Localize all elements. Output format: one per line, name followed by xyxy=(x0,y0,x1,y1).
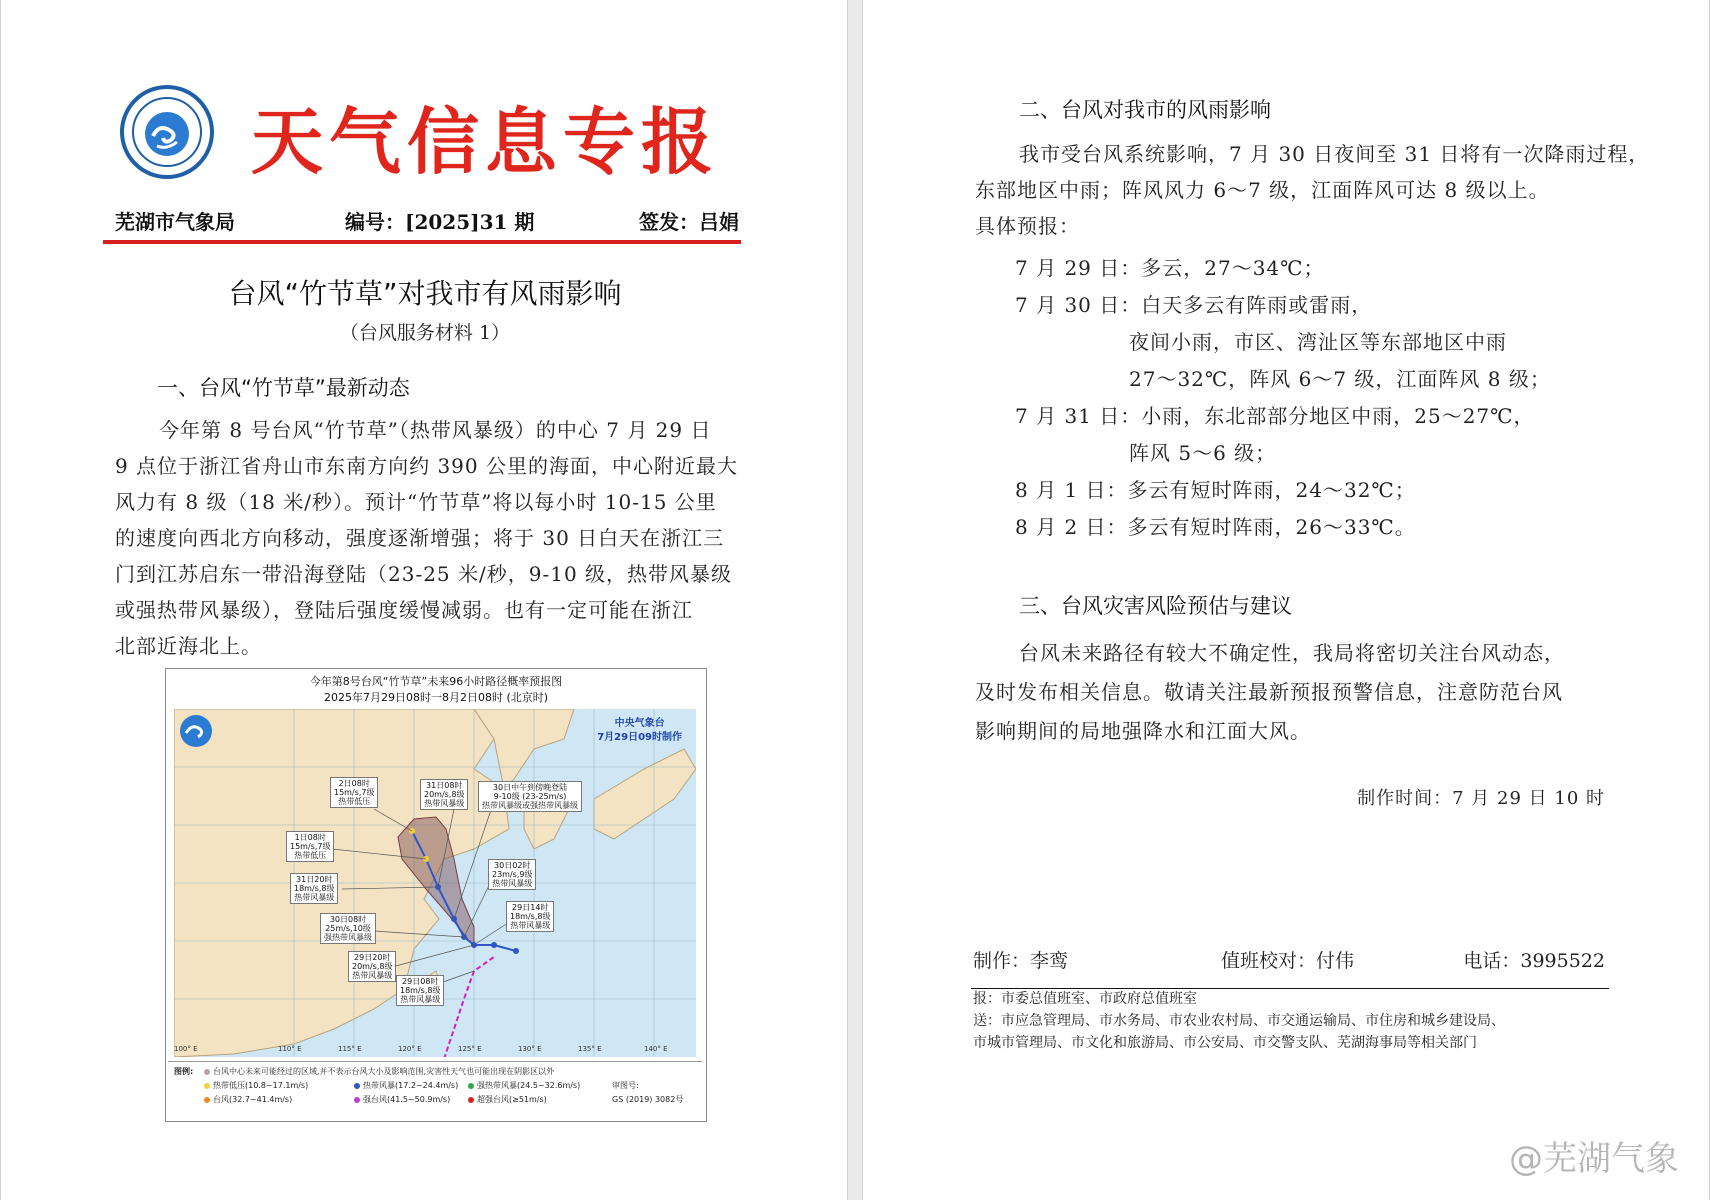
forecast-text: 阵风 5～6 级； xyxy=(1129,441,1277,465)
forecast-text: 27～32℃，阵风 6～7 级，江面阵风 8 级； xyxy=(1129,367,1551,391)
lon-tick: 100° E xyxy=(174,1045,198,1053)
track-label-time: 1日08时 xyxy=(294,833,326,842)
legend-item xyxy=(204,1094,292,1105)
track-label-time: 29日20时 xyxy=(354,953,391,962)
legend-title: 图例: xyxy=(174,1067,194,1076)
super-ty-dot-icon xyxy=(468,1097,474,1103)
track-label-wind: 25m/s,10级 xyxy=(325,924,371,933)
td-dot-icon xyxy=(204,1083,210,1089)
issuing-org: 芜湖市气象局 xyxy=(115,210,235,234)
cone-swatch-icon xyxy=(204,1069,210,1075)
track-label-wind: 15m/s,7级 xyxy=(334,788,375,797)
track-label xyxy=(348,951,396,982)
track-label xyxy=(478,781,582,812)
track-label-class: 热带风暴级 xyxy=(492,879,533,888)
track-label xyxy=(396,975,444,1006)
masthead xyxy=(105,78,745,198)
track-label-time: 2日08时 xyxy=(338,779,370,788)
forecast-day-5 xyxy=(1015,511,1416,540)
distribution-list xyxy=(973,988,1613,1054)
map-approval-number: GS (2019) 3082号 xyxy=(612,1095,684,1104)
track-label-class: 热带风暴级 xyxy=(424,799,465,808)
track-label-wind: 23m/s,9级 xyxy=(492,870,533,879)
section3-line: 影响期间的局地强降水和江面大风。 xyxy=(975,719,1311,743)
forecast-day-3 xyxy=(1015,400,1535,429)
lon-tick: 110° E xyxy=(278,1045,302,1053)
track-label xyxy=(506,901,554,932)
lon-tick: 130° E xyxy=(518,1045,542,1053)
track-label-class: 热带低压 xyxy=(294,851,327,860)
forecast-text: 小雨，东北部部分地区中雨，25～27℃， xyxy=(1141,404,1535,428)
page-right xyxy=(862,0,1710,1200)
lon-tick: 125° E xyxy=(458,1045,482,1053)
map-approval-label: 审图号: xyxy=(612,1081,639,1090)
maker: 制作：李鸾 xyxy=(973,950,1069,972)
map-agency-badge xyxy=(597,717,682,745)
track-label-time: 30日08时 xyxy=(329,915,367,924)
weibo-watermark: @芜湖气象 xyxy=(1509,1139,1679,1179)
legend-note xyxy=(204,1066,554,1077)
legend-item-label: 台风(32.7~41.4m/s) xyxy=(213,1095,293,1104)
legend-item-label: 强热带风暴(24.5~32.6m/s) xyxy=(477,1081,581,1090)
forecast-text: 多云，27～34℃； xyxy=(1141,256,1325,280)
forecast-text: 夜间小雨，市区、湾沚区等东部地区中雨 xyxy=(1129,330,1507,354)
section1-line: 9 点位于浙江省舟山市东南方向约 390 公里的海面，中心附近最大 xyxy=(115,454,738,478)
section1-line: 北部近海北上。 xyxy=(115,634,262,658)
track-label-wind: 20m/s,8级 xyxy=(352,962,393,971)
legend-item-label: 超强台风(≥51m/s) xyxy=(477,1095,547,1104)
section1-line: 或强热带风暴级），登陆后强度缓慢减弱。也有一定可能在浙江 xyxy=(115,598,693,622)
section3-line: 台风未来路径有较大不确定性，我局将密切关注台风动态， xyxy=(1019,641,1565,665)
track-label-class: 热带风暴级 xyxy=(352,971,393,980)
forecast-date: 7 月 29 日： xyxy=(1015,256,1142,280)
section1-heading: 一、台风“竹节草”最新动态 xyxy=(157,376,410,400)
track-label-time: 29日14时 xyxy=(512,903,549,912)
issue-number: 编号：[2025]31 期 xyxy=(345,210,535,234)
track-label-wind: 9-10级 (23-25m/s) xyxy=(493,792,567,801)
legend-item-label: 热带风暴(17.2~24.4m/s) xyxy=(363,1081,459,1090)
track-label xyxy=(330,777,378,808)
section2-heading: 二、台风对我市的风雨影响 xyxy=(1019,98,1271,122)
section3-body xyxy=(975,634,1565,751)
document-title: 台风“竹节草”对我市有风雨影响 xyxy=(228,277,622,310)
legend-note-text: 台风中心未来可能经过的区域,并不表示台风大小及影响范围,灾害性天气也可能出现在阴影区以外 xyxy=(213,1067,555,1076)
legend-item xyxy=(204,1080,308,1091)
forecast-day-4 xyxy=(1015,474,1416,503)
document-subtitle: （台风服务材料 1） xyxy=(339,322,511,344)
track-label-wind: 20m/s,8级 xyxy=(424,790,465,799)
map-legend xyxy=(168,1061,702,1120)
legend-item xyxy=(354,1080,458,1091)
track-label-time: 30日02时 xyxy=(494,861,531,870)
section3-heading: 三、台风灾害风险预估与建议 xyxy=(1019,594,1292,618)
forecast-text: 多云有短时阵雨，26～33℃。 xyxy=(1127,515,1416,539)
lon-tick: 115° E xyxy=(338,1045,362,1053)
forecast-date: 7 月 30 日： xyxy=(1015,293,1142,317)
forecast-date: 7 月 31 日： xyxy=(1015,404,1142,428)
report-to: 报：市委总值班室、市政府总值班室 xyxy=(973,991,1197,1007)
track-label-wind: 18m/s,8级 xyxy=(510,912,551,921)
legend-item xyxy=(468,1094,547,1105)
section1-line: 今年第 8 号台风“竹节草”（热带风暴级）的中心 7 月 29 日 xyxy=(159,418,712,442)
section2-line: 东部地区中雨；阵风风力 6～7 级，江面阵风可达 8 级以上。 xyxy=(975,178,1550,202)
masthead-title: 天气信息专报 xyxy=(251,99,720,184)
forecast-date: 8 月 1 日： xyxy=(1015,478,1128,502)
track-label xyxy=(488,859,536,890)
legend-item-label: 热带低压(10.8~17.1m/s) xyxy=(213,1081,309,1090)
track-label-wind: 15m/s,7级 xyxy=(290,842,331,851)
forecast-date: 8 月 2 日： xyxy=(1015,515,1128,539)
lon-tick: 140° E xyxy=(644,1045,668,1053)
lon-tick: 135° E xyxy=(578,1045,602,1053)
forecast-day-1 xyxy=(1015,252,1325,281)
cma-logo xyxy=(119,84,215,180)
typhoon-track-map xyxy=(174,709,696,1057)
track-label-class: 热带低压 xyxy=(338,797,371,806)
legend-item-label: 强台风(41.5~50.9m/s) xyxy=(363,1095,451,1104)
track-label-class: 热带风暴级 xyxy=(400,995,441,1004)
section1-body xyxy=(115,412,738,664)
sty-dot-icon xyxy=(354,1097,360,1103)
section2-line: 我市受台风系统影响，7 月 30 日夜间至 31 日将有一次降雨过程， xyxy=(1019,142,1650,166)
map-made-time: 7月29日09时制作 xyxy=(597,732,682,743)
track-label xyxy=(320,913,376,944)
forecast-text: 白天多云有阵雨或雷雨， xyxy=(1141,293,1373,317)
forecast-text: 多云有短时阵雨，24～32℃； xyxy=(1127,478,1416,502)
track-label-wind: 18m/s,8级 xyxy=(294,884,335,893)
page-left xyxy=(0,0,848,1200)
track-label-class: 强热带风暴级 xyxy=(324,933,372,942)
lon-tick: 120° E xyxy=(398,1045,422,1053)
track-label-class: 热带风暴级或强热带风暴级 xyxy=(482,801,578,810)
track-label-time: 31日08时 xyxy=(426,781,463,790)
track-label-time: 31日20时 xyxy=(296,875,333,884)
legend-item xyxy=(468,1080,580,1091)
forecast-label: 具体预报： xyxy=(975,214,1080,238)
phone: 电话：3995522 xyxy=(1463,950,1605,972)
section1-line: 风力有 8 级（18 米/秒）。预计“竹节草”将以每小时 10-15 公里 xyxy=(115,490,717,514)
track-label-class: 热带风暴级 xyxy=(510,921,551,930)
sts-dot-icon xyxy=(468,1083,474,1089)
production-time: 制作时间：7 月 29 日 10 时 xyxy=(1357,788,1605,809)
section2-intro xyxy=(975,136,1649,244)
masthead-divider xyxy=(103,240,741,244)
section1-line: 的速度向西北方向移动，强度逐渐增强；将于 30 日白天在浙江三 xyxy=(115,526,725,550)
send-to-line: 送：市应急管理局、市水务局、市农业农村局、市交通运输局、市住房和城乡建设局、 xyxy=(973,1013,1505,1029)
map-title: 今年第8号台风“竹节草”未来96小时路径概率预报图 xyxy=(309,675,563,688)
section3-line: 及时发布相关信息。敬请关注最新预报预警信息，注意防范台风 xyxy=(975,680,1563,704)
signer: 签发：吕娟 xyxy=(639,210,739,234)
map-period: 2025年7月29日08时一8月2日08时 (北京时) xyxy=(323,691,549,704)
track-label-time: 30日中午到傍晚登陆 xyxy=(492,783,568,792)
ty-dot-icon xyxy=(204,1097,210,1103)
track-label xyxy=(290,873,338,904)
track-label xyxy=(420,779,468,810)
ts-dot-icon xyxy=(354,1083,360,1089)
send-to-line: 市城市管理局、市文化和旅游局、市公安局、市交警支队、芜湖海事局等相关部门 xyxy=(973,1035,1477,1051)
track-label-time: 29日08时 xyxy=(402,977,439,986)
section1-line: 门到江苏启东一带沿海登陆（23-25 米/秒，9-10 级，热带风暴级 xyxy=(115,562,733,586)
checker: 值班校对：付伟 xyxy=(1221,950,1355,972)
map-agency: 中央气象台 xyxy=(614,718,665,729)
legend-item xyxy=(354,1094,450,1105)
longitude-axis xyxy=(174,1045,696,1057)
track-label xyxy=(286,831,334,862)
track-label-wind: 18m/s,8级 xyxy=(400,986,441,995)
forecast-day-2 xyxy=(1015,289,1372,318)
track-label-class: 热带风暴级 xyxy=(294,893,335,902)
typhoon-track-map-figure xyxy=(165,668,707,1122)
